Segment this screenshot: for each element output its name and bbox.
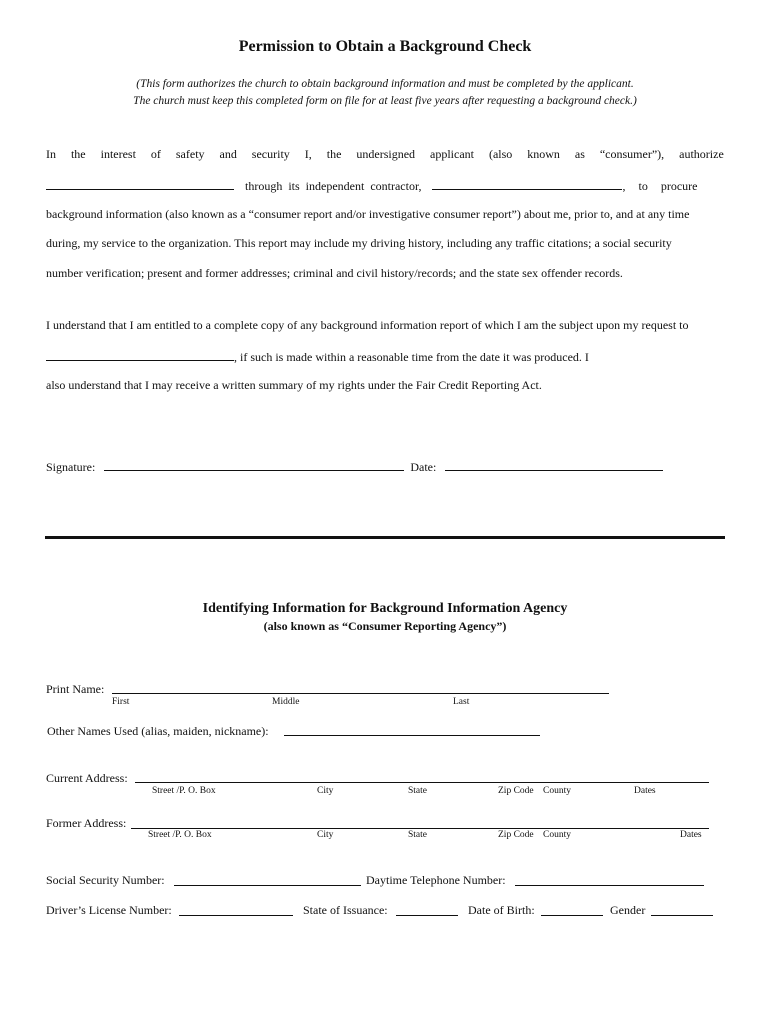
consent-word: of (150, 147, 161, 161)
middle-name-caption: Middle (272, 697, 300, 707)
date-label: Date: (410, 460, 437, 474)
rights-line-1: I understand that I am entitled to a complete copy of any background information report of which I am the subject upon my request to (46, 318, 689, 332)
gender-label: Gender (610, 903, 646, 917)
dob-label: Date of Birth: (468, 903, 535, 917)
rights-line-2 (46, 348, 589, 365)
consent-word: (also (488, 147, 513, 161)
current-city-caption: City (317, 786, 334, 796)
issuance-line[interactable] (396, 915, 458, 916)
signature-date-line[interactable] (445, 458, 663, 471)
signature-label: Signature: (46, 460, 96, 474)
agency-subheading: (also known as “Consumer Reporting Agency”) (263, 619, 507, 633)
other-names-label: Other Names Used (alias, maiden, nickname): (47, 724, 269, 738)
rights-line-2-text: , if such is made within a reasonable time from the date it was produced. I (234, 350, 589, 364)
current-zip-caption: Zip Code (498, 786, 534, 796)
signature-line[interactable] (104, 458, 404, 471)
gender-line[interactable] (651, 915, 713, 916)
current-state-caption: State (408, 786, 427, 796)
consent-word: and (219, 147, 237, 161)
license-line[interactable] (179, 915, 293, 916)
first-name-caption: First (112, 697, 130, 707)
issuance-label: State of Issuance: (303, 903, 388, 917)
current-address-line[interactable] (135, 782, 709, 783)
former-address-line[interactable] (131, 828, 709, 829)
rights-line-3: also understand that I may receive a written summary of my rights under the Fair Credit Reporting Act. (46, 378, 542, 392)
contractor-name-line[interactable] (432, 177, 622, 190)
former-zip-caption: Zip Code (498, 830, 534, 840)
consent-line-2 (46, 177, 724, 194)
current-county-caption: County (543, 786, 571, 796)
consent-line-4: during, my service to the organization. This report may include my driving history, including any traffic citations; a social security (46, 236, 672, 250)
former-county-caption: County (543, 830, 571, 840)
former-address-label: Former Address: (46, 816, 127, 830)
consent-line-5: number verification; present and former addresses; criminal and civil history/records; and the state sex offender records. (46, 266, 623, 280)
form-title: Permission to Obtain a Background Check (238, 38, 532, 55)
consent-word: interest (100, 147, 136, 161)
current-street-caption: Street /P. O. Box (152, 786, 216, 796)
phone-line[interactable] (515, 885, 704, 886)
agency-heading: Identifying Information for Background Information Agency (202, 601, 568, 616)
consent-word: applicant (430, 147, 474, 161)
consent-word: In (46, 147, 56, 161)
section-divider (45, 536, 725, 539)
consent-line-3: background information (also known as a “consumer report and/or investigative consumer report”) about me, prior to, and at any time (46, 207, 690, 221)
current-address-label: Current Address: (46, 771, 128, 785)
consent-contractor-text: through its independent contractor, (245, 179, 422, 193)
form-note-line-2: The church must keep this completed form on file for at least five years after requesting a background check.) (133, 95, 637, 107)
consent-word: security (251, 147, 290, 161)
consent-word: known (527, 147, 560, 161)
phone-label: Daytime Telephone Number: (366, 873, 506, 887)
consent-procure-text: , to procure (622, 179, 698, 193)
current-dates-caption: Dates (634, 786, 656, 796)
church-name-line[interactable] (46, 177, 234, 190)
last-name-caption: Last (453, 697, 470, 707)
signature-row (46, 458, 663, 475)
former-street-caption: Street /P. O. Box (148, 830, 212, 840)
consent-word: undersigned (356, 147, 416, 161)
dob-line[interactable] (541, 915, 603, 916)
other-names-line[interactable] (284, 735, 540, 736)
form-note-line-1: (This form authorizes the church to obtain background information and must be completed by the applicant. (136, 78, 634, 90)
request-recipient-line[interactable] (46, 348, 234, 361)
ssn-line[interactable] (174, 885, 361, 886)
consent-word: the (326, 147, 342, 161)
consent-word: the (70, 147, 86, 161)
print-name-label: Print Name: (46, 682, 105, 696)
consent-word: as (574, 147, 585, 161)
consent-word: safety (175, 147, 205, 161)
consent-word: I, (304, 147, 312, 161)
former-dates-caption: Dates (680, 830, 702, 840)
license-label: Driver’s License Number: (46, 903, 172, 917)
consent-word: “consumer”), (599, 147, 665, 161)
former-state-caption: State (408, 830, 427, 840)
print-name-line[interactable] (112, 693, 609, 694)
former-city-caption: City (317, 830, 334, 840)
consent-line-1 (46, 147, 724, 162)
ssn-label: Social Security Number: (46, 873, 165, 887)
consent-word: authorize (679, 147, 724, 161)
